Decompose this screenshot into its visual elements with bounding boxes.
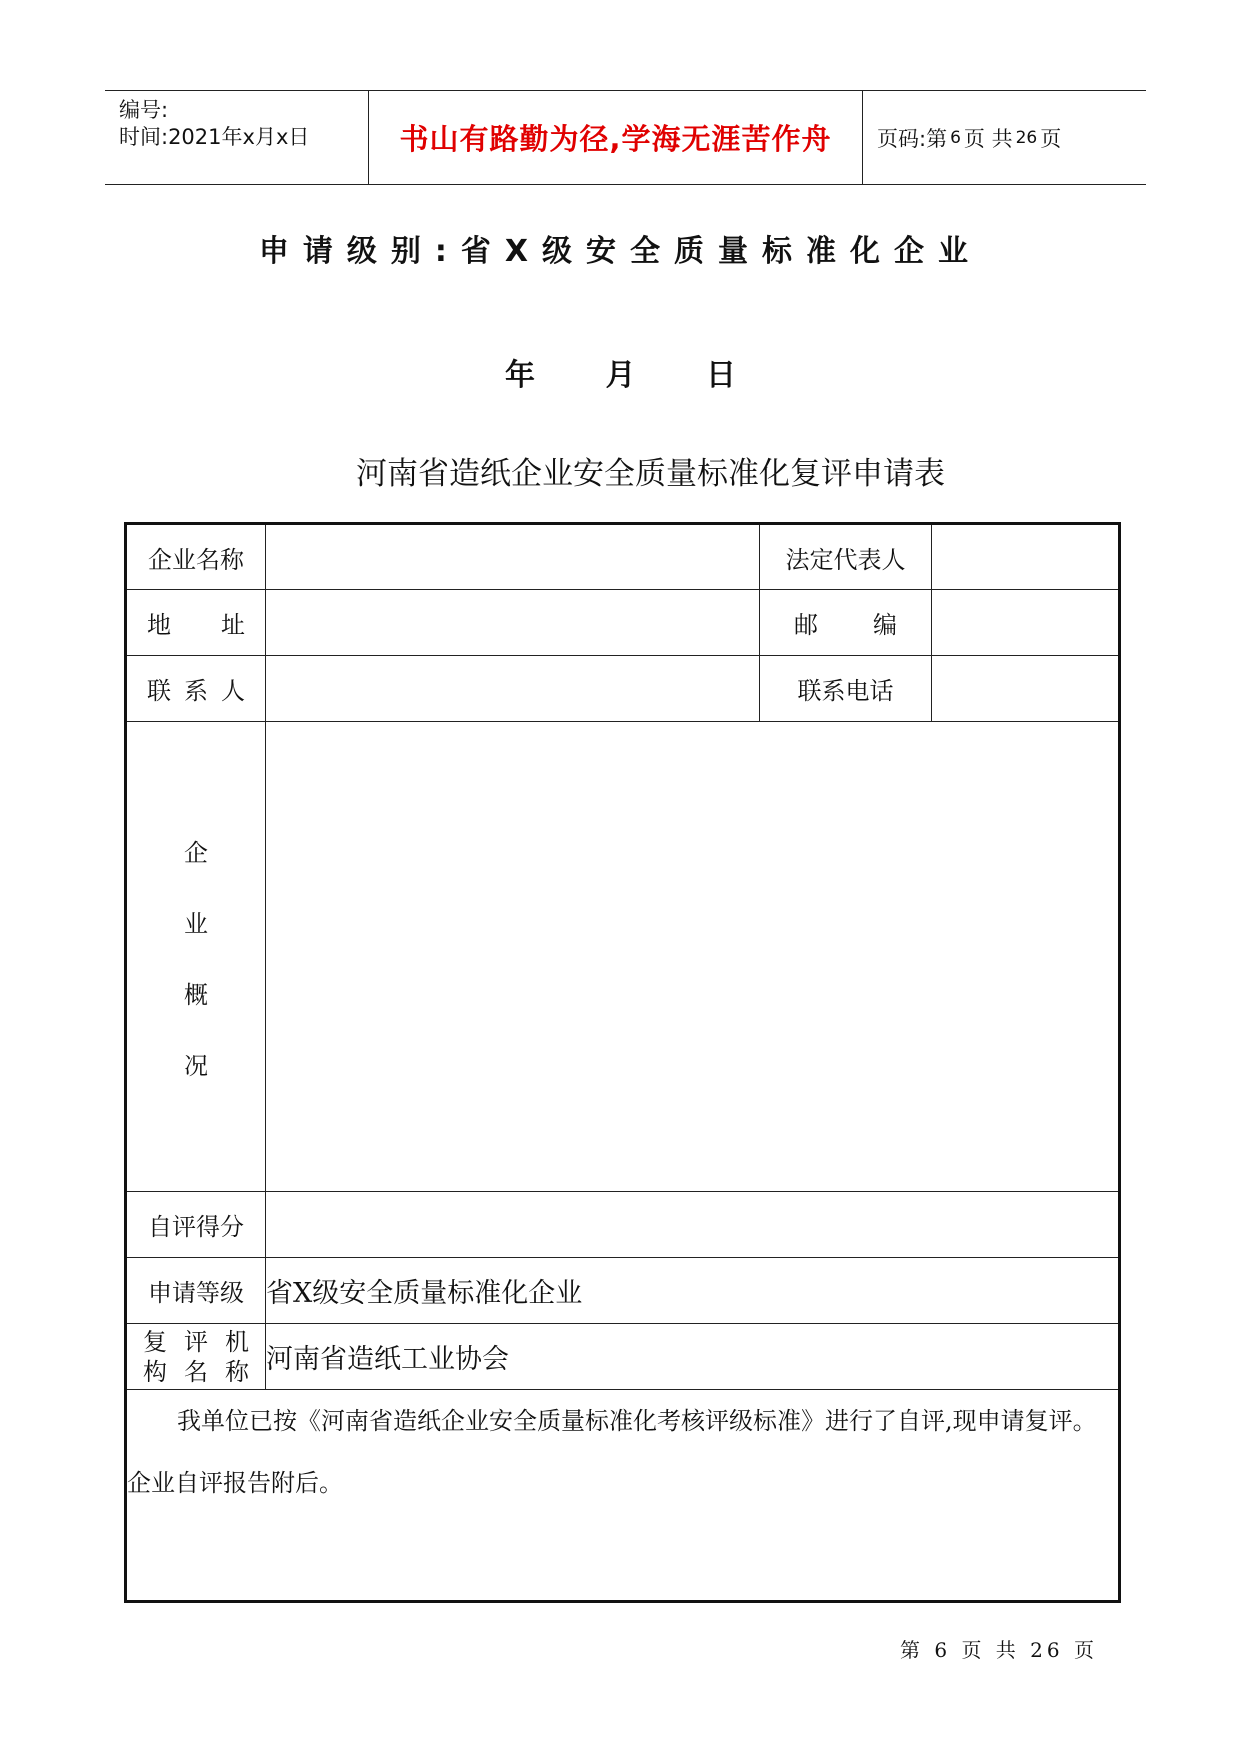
contact-field[interactable]	[266, 656, 760, 722]
table-row	[126, 656, 1120, 722]
date-line	[0, 350, 1241, 394]
page-mid: 页 共	[963, 126, 1013, 151]
overview-char: 业	[184, 909, 208, 938]
page-total: 26	[1015, 127, 1038, 148]
legal-rep-label: 法定代表人	[760, 524, 932, 590]
company-name-label: 企业名称	[126, 524, 266, 590]
address-label	[126, 590, 266, 656]
statement-line: 我单位已按《河南省造纸企业安全质量标准化考核评级标准》进行了自评,现申请复评。	[177, 1407, 1097, 1435]
address-field[interactable]	[266, 590, 760, 656]
page-footer: 第 6 页 共 26 页	[900, 1638, 1098, 1662]
address-label-part: 址	[221, 611, 245, 639]
header-page-cell	[863, 91, 1146, 184]
postcode-label-part: 编	[873, 611, 897, 639]
date-day: 日	[705, 358, 736, 393]
table-row	[126, 1390, 1120, 1602]
contact-label-part: 联	[147, 677, 171, 705]
table-row	[126, 722, 1120, 1192]
date-month: 月	[605, 358, 636, 393]
table-row	[126, 590, 1120, 656]
overview-label	[126, 722, 266, 1192]
page-header	[105, 90, 1146, 185]
statement-line: 企业自评报告附后。	[127, 1469, 343, 1497]
page-current: 6	[950, 127, 961, 148]
application-form-table	[124, 522, 1121, 1603]
phone-field[interactable]	[932, 656, 1120, 722]
contact-label	[126, 656, 266, 722]
page-suffix: 页	[1040, 126, 1062, 151]
header-motto-cell	[369, 91, 863, 184]
overview-char: 企	[184, 838, 208, 867]
address-label-part: 地	[147, 611, 171, 639]
self-score-field[interactable]	[266, 1192, 1120, 1258]
application-statement	[126, 1390, 1120, 1602]
overview-char: 况	[184, 1051, 208, 1080]
legal-rep-field[interactable]	[932, 524, 1120, 590]
apply-grade-label: 申请等级	[126, 1258, 266, 1324]
apply-grade-value: 省X级安全质量标准化企业	[266, 1258, 1120, 1324]
contact-label-part: 人	[221, 677, 245, 705]
table-row	[126, 1192, 1120, 1258]
motto: 书山有路勤为径,学海无涯苦作舟	[399, 122, 832, 156]
postcode-field[interactable]	[932, 590, 1120, 656]
page-label: 页码:第	[877, 126, 948, 151]
form-title: 河南省造纸企业安全质量标准化复评申请表	[356, 456, 945, 492]
date-year: 年	[505, 358, 536, 393]
review-org-char: 名	[184, 1357, 208, 1386]
review-org-char: 称	[225, 1357, 249, 1386]
review-org-char: 复	[143, 1327, 167, 1356]
review-org-char: 构	[143, 1357, 167, 1386]
header-meta	[105, 91, 369, 184]
review-org-value: 河南省造纸工业协会	[266, 1324, 1120, 1390]
review-org-char: 机	[225, 1327, 249, 1356]
phone-label: 联系电话	[760, 656, 932, 722]
postcode-label	[760, 590, 932, 656]
company-name-field[interactable]	[266, 524, 760, 590]
table-row	[126, 524, 1120, 590]
self-score-label: 自评得分	[126, 1192, 266, 1258]
contact-label-part: 系	[184, 677, 208, 705]
postcode-label-part: 邮	[794, 611, 818, 639]
apply-level-heading: 申请级别:省X级安全质量标准化企业	[258, 234, 983, 269]
review-org-label	[126, 1324, 266, 1390]
review-org-char: 评	[184, 1327, 208, 1356]
overview-field[interactable]	[266, 722, 1120, 1192]
overview-char: 概	[184, 980, 208, 1009]
number-label: 编号:	[119, 98, 169, 122]
table-row	[126, 1324, 1120, 1390]
time-label: 时间:2021年x月x日	[119, 125, 310, 149]
table-row	[126, 1258, 1120, 1324]
